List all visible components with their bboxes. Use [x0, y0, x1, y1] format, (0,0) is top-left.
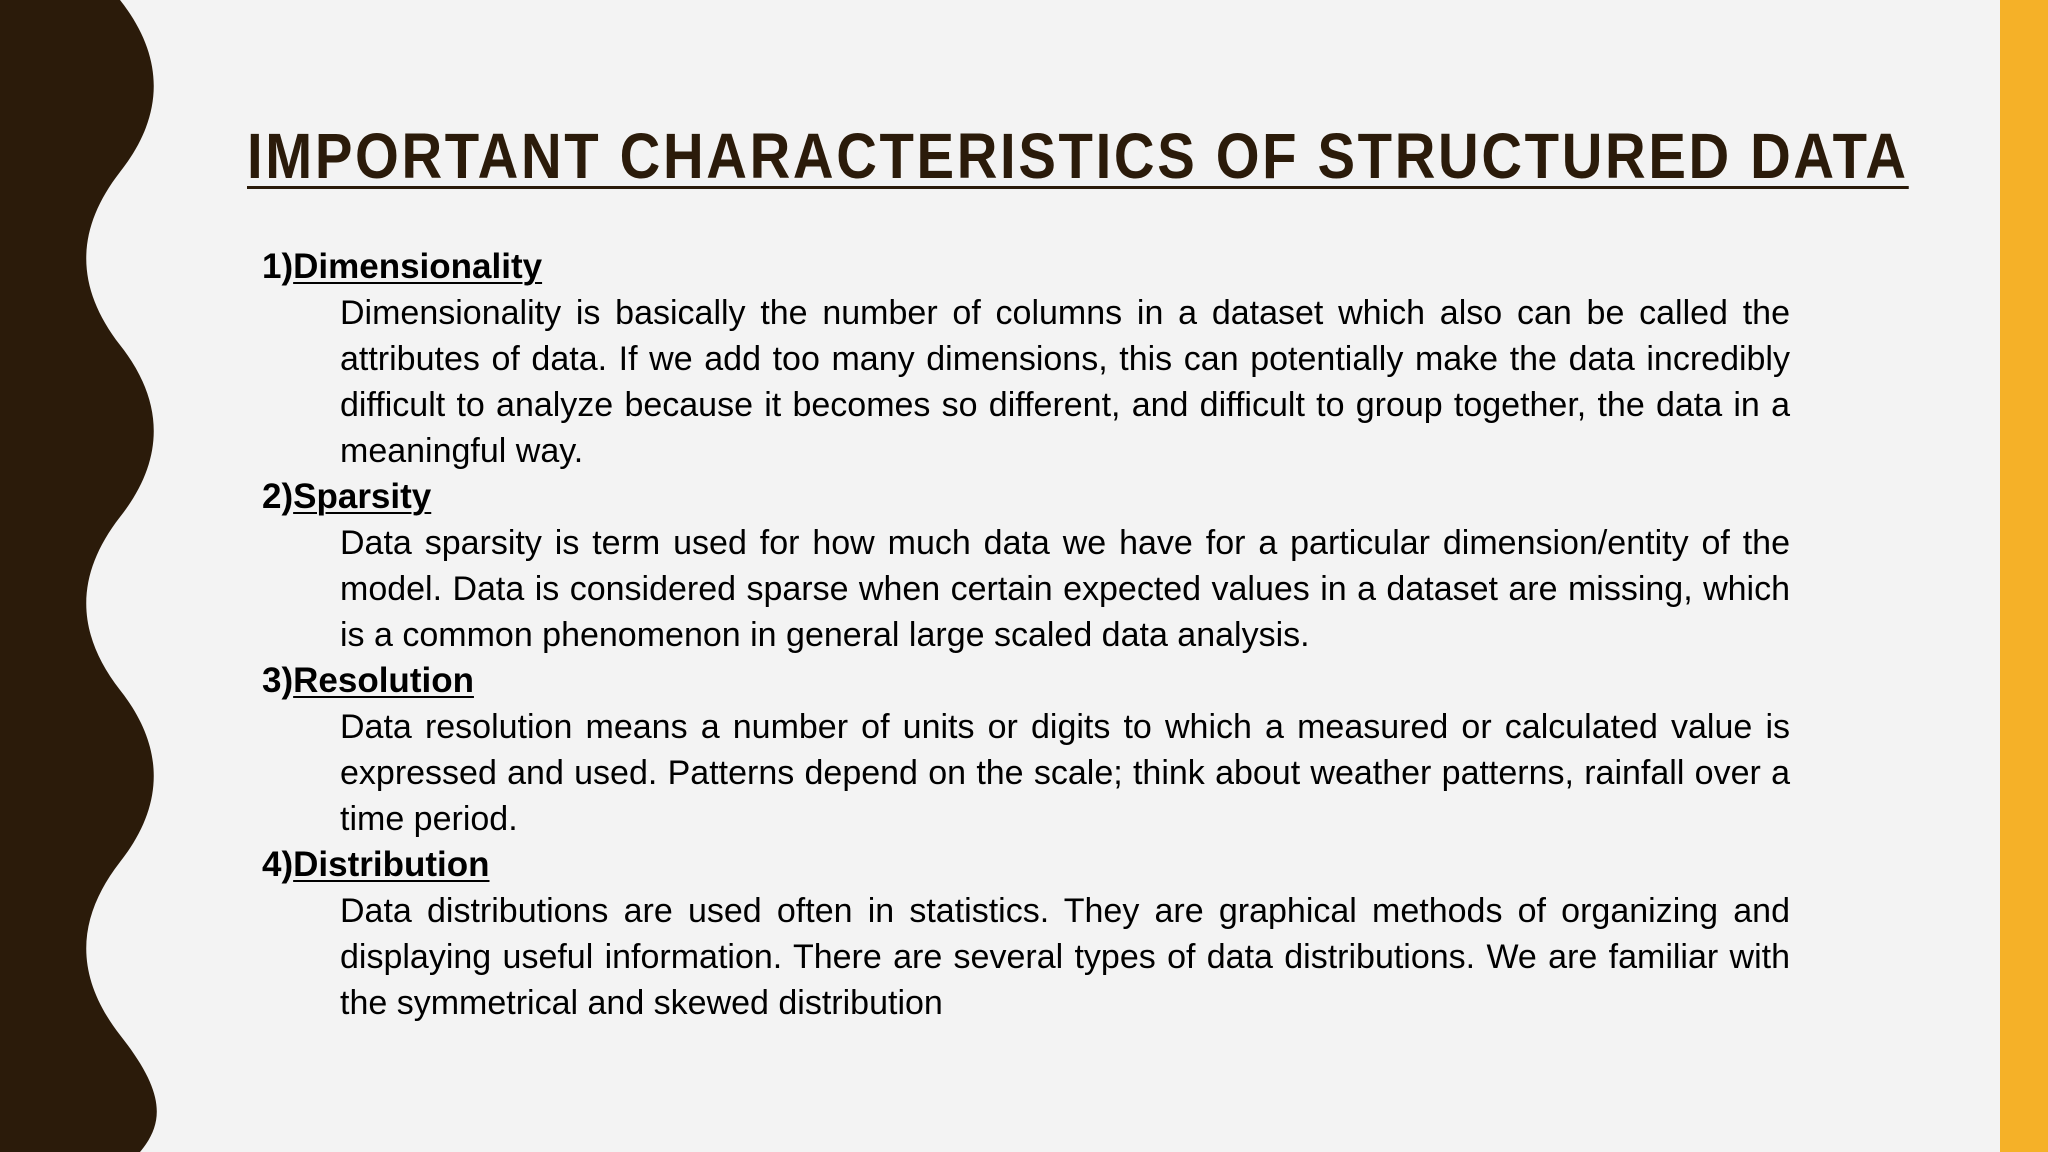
section-heading-label: Sparsity	[293, 477, 432, 516]
slide-title: IMPORTANT CHARACTERISTICS OF STRUCTURED DATA	[247, 120, 1909, 192]
slide-content	[262, 244, 1802, 1026]
section-distribution	[262, 842, 1802, 1026]
section-dimensionality	[262, 244, 1802, 474]
section-body: Data distributions are used often in statistics. They are graphical methods of organizing and displaying useful information. There are several types of data distributions. We are familiar with the symmetrical and skewed distribution	[340, 892, 1790, 1022]
section-heading-label: Resolution	[293, 661, 474, 700]
section-heading	[262, 658, 1802, 704]
right-accent-bar	[2000, 0, 2048, 1152]
section-number: 4)	[262, 845, 294, 884]
left-wave-decoration	[0, 0, 160, 1152]
section-heading	[262, 244, 1802, 290]
section-heading	[262, 474, 1802, 520]
section-body: Data resolution means a number of units or digits to which a measured or calculated value is expressed and used. Patterns depend on the scale; think about weather patterns, rainfall over a time period.	[340, 708, 1790, 838]
section-number: 3)	[262, 661, 294, 700]
section-heading-label: Dimensionality	[293, 247, 543, 286]
section-number: 1)	[262, 247, 294, 286]
section-resolution	[262, 658, 1802, 842]
section-heading	[262, 842, 1802, 888]
section-number: 2)	[262, 477, 294, 516]
section-body: Data sparsity is term used for how much data we have for a particular dimension/entity of the model. Data is considered sparse when certain expected values in a dataset are missing, which is a common phenomenon in general large scaled data analysis.	[340, 524, 1790, 654]
section-body: Dimensionality is basically the number of columns in a dataset which also can be called the attributes of data. If we add too many dimensions, this can potentially make the data incredibly difficult to analyze because it becomes so different, and difficult to group together, the data in a meaningful way.	[340, 294, 1790, 470]
section-sparsity	[262, 474, 1802, 658]
section-heading-label: Distribution	[293, 845, 490, 884]
